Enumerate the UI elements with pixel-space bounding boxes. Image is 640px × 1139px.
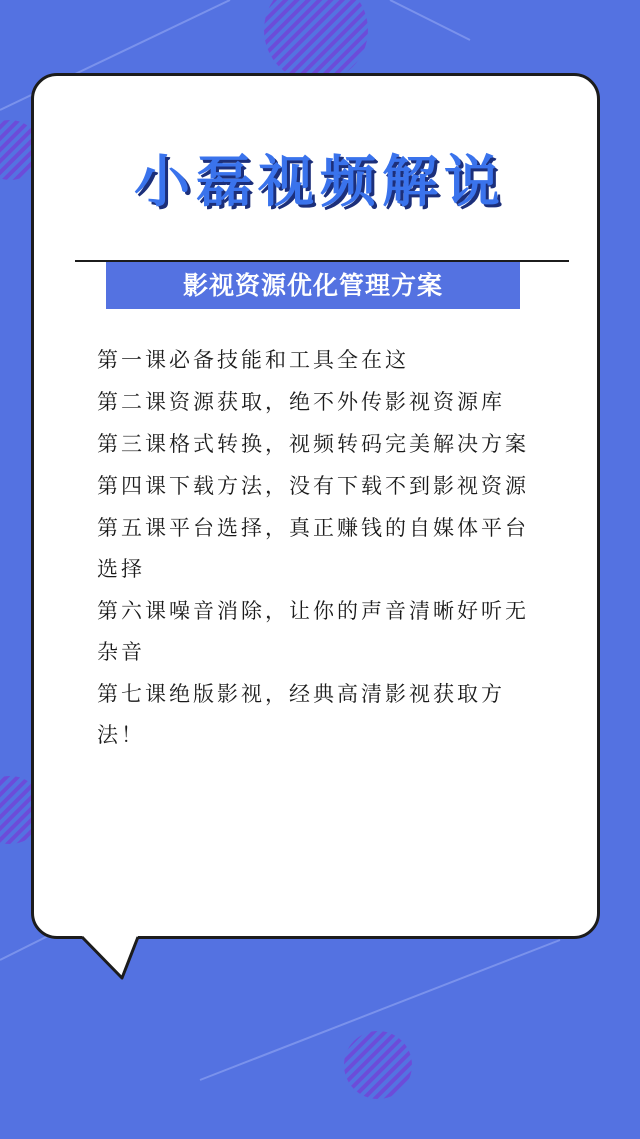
lesson-item-4: 第四课下载方法，没有下载不到影视资源 xyxy=(97,474,529,498)
lesson-item-3: 第三课格式转换，视频转码完美解决方案 xyxy=(97,432,529,456)
lesson-item-7: 第七课绝版影视，经典高清影视获取方法！ xyxy=(97,682,505,747)
lesson-item-1: 第一课必备技能和工具全在这 xyxy=(97,348,409,372)
subtitle-banner: 影视资源优化管理方案 xyxy=(106,262,520,309)
lesson-item-2: 第二课资源获取，绝不外传影视资源库 xyxy=(97,390,505,414)
lesson-item-5: 第五课平台选择，真正赚钱的自媒体平台选择 xyxy=(97,516,529,581)
page-title: 小磊视频解说 xyxy=(134,149,506,215)
lesson-item-6: 第六课噪音消除，让你的声音清晰好听无杂音 xyxy=(97,599,529,664)
lesson-list xyxy=(97,340,547,757)
